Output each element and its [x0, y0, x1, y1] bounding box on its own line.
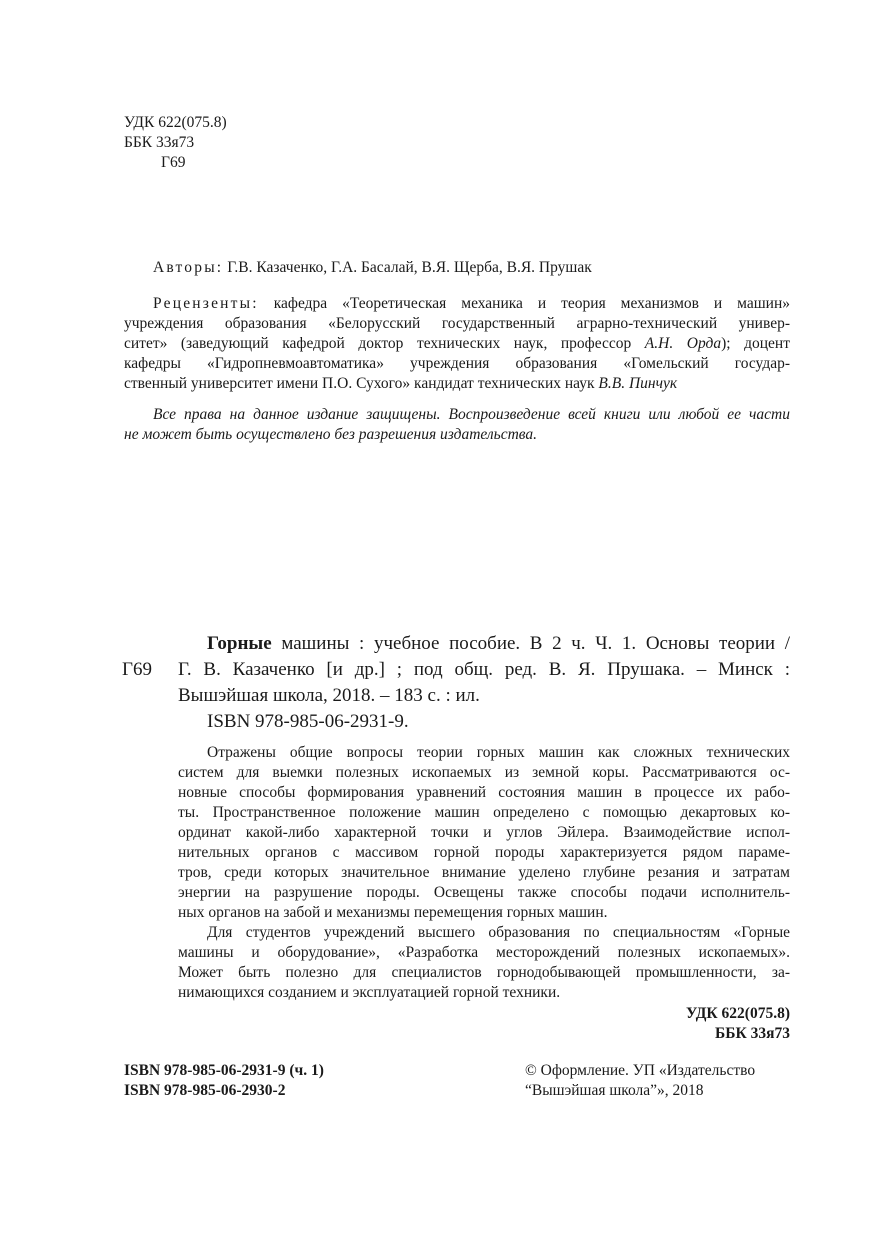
- biblio-author-sign: Г69: [122, 659, 152, 680]
- authors-names: Г.В. Казаченко, Г.А. Басалай, В.Я. Щерба, В.Я. Прушак: [227, 259, 592, 276]
- reviewers-label: Рецензенты:: [153, 295, 259, 312]
- audience-line: Для студентов учреждений высшего образования по специальностям «Горные: [207, 924, 790, 941]
- abstract-line: ных органов на забой и механизмы перемещения горных машин.: [178, 904, 608, 921]
- audience-line: машины и оборудование», «Разработка месторождений полезных ископаемых».: [178, 944, 790, 961]
- abstract-line: ты. Пространственное положение машин определено с помощью декартовых ко-: [178, 804, 790, 821]
- abstract-line: энергии на разрушение породы. Освещены также способы подачи исполнитель-: [178, 884, 790, 901]
- reviewers-line-3: ситет» (заведующий кафедрой доктор технических наук, профессор А.Н. Орда); доцент: [124, 335, 790, 352]
- abstract-line: новные способы формирования уравнений состояния машин в процессе их рабо-: [178, 784, 790, 801]
- reviewers-block: [124, 294, 790, 394]
- biblio-line-1: Горные машины : учебное пособие. В 2 ч. Ч. 1. Основы теории /: [207, 633, 791, 654]
- reviewer-name-pinchuk: В.В. Пинчук: [598, 375, 678, 392]
- reviewers-line-4: кафедры «Гидропневмоавтоматика» учреждения образования «Гомельский государ-: [124, 355, 790, 372]
- reviewers-line-2: учреждения образования «Белорусский государственный аграрно-технический универ-: [124, 315, 790, 332]
- abstract-line: Отражены общие вопросы теории горных машин как сложных технических: [207, 744, 790, 761]
- biblio-line-2: Г. В. Казаченко [и др.] ; под общ. ред. В. Я. Прушака. – Минск :: [178, 659, 790, 680]
- biblio-line-3: Вышэйшая школа, 2018. – 183 с. : ил.: [178, 685, 480, 706]
- isbn-set: ISBN 978-985-06-2930-2: [124, 1082, 286, 1099]
- rights-line-2: не может быть осуществлено без разрешения издательства.: [124, 426, 538, 443]
- abstract-line: нительных органов с массивом горной породы характеризуется рядом параме-: [178, 844, 790, 861]
- abstract-line: ординат какой-либо характерной точки и углов Эйлера. Взаимодействие испол-: [178, 824, 790, 841]
- copyright-line-2: “Вышэйшая школа”», 2018: [525, 1082, 704, 1099]
- reviewers-line-5: ственный университет имени П.О. Сухого» кандидат технических наук В.В. Пинчук: [124, 375, 678, 392]
- rights-line-1: Все права на данное издание защищены. Воспроизведение всей книги или любой ее части: [153, 406, 790, 423]
- audience-line: Может быть полезно для специалистов горнодобывающей промышленности, за-: [178, 964, 790, 981]
- abstract-line: систем для выемки полезных ископаемых из земной коры. Рассматриваются ос-: [178, 764, 790, 781]
- audience-line: нимающихся созданием и эксплуатацией горной техники.: [178, 984, 561, 1001]
- biblio-title-bold: Горные: [207, 633, 272, 654]
- abstract-line: тров, среди которых значительное внимание уделено глубине резания и затратам: [178, 864, 790, 881]
- reviewer-name-orda: А.Н. Орда: [644, 335, 722, 352]
- authors-label: Авторы:: [153, 259, 224, 276]
- copyright-line-1: © Оформление. УП «Издательство: [525, 1062, 756, 1079]
- reviewers-line-1: Рецензенты: кафедра «Теоретическая механика и теория механизмов и машин»: [153, 295, 791, 312]
- isbn-part-1: ISBN 978-985-06-2931-9 (ч. 1): [124, 1062, 324, 1079]
- bbk-code-top: ББК 33я73: [124, 134, 195, 151]
- biblio-isbn: ISBN 978-985-06-2931-9.: [207, 711, 409, 732]
- abstract-block: [178, 743, 790, 1003]
- biblio-record: [178, 631, 790, 735]
- rights-notice: [124, 405, 790, 445]
- bbk-code-bottom: ББК 33я73: [715, 1025, 790, 1042]
- author-sign-top: Г69: [161, 154, 186, 171]
- authors-line: [153, 258, 592, 278]
- udk-code-bottom: УДК 622(075.8): [685, 1005, 790, 1022]
- udk-code-top: УДК 622(075.8): [124, 114, 227, 131]
